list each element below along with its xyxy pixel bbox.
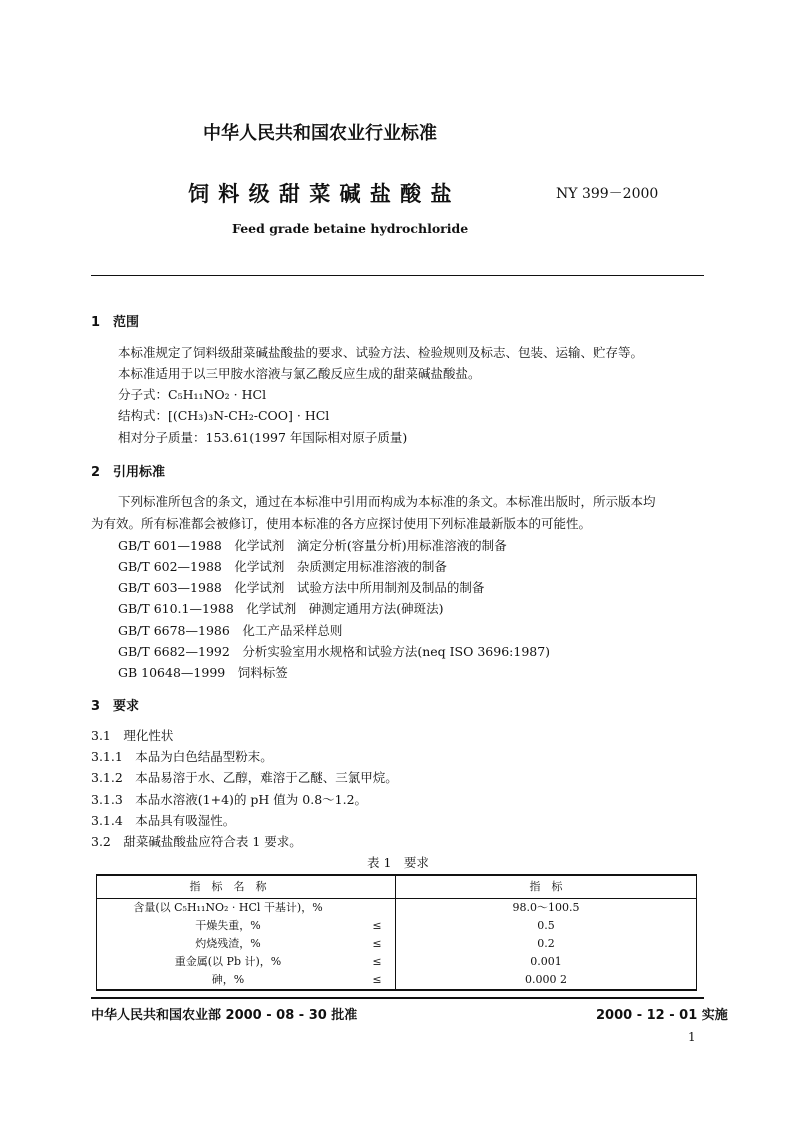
table-cell-operator: ≤ (372, 919, 382, 932)
table-header-spacer (359, 875, 396, 899)
table-cell-name: 干燥失重，% (195, 919, 261, 932)
section-1-line: 本标准规定了饲料级甜菜碱盐酸盐的要求、试验方法、检验规则及标志、包装、运输、贮存等。 (118, 345, 644, 360)
approval-date: 中华人民共和国农业部 2000 - 08 - 30 批准 (91, 1008, 358, 1023)
table-cell-value: 0.001 (396, 953, 697, 971)
reference-item: GB/T 601—1988 化学试剂 滴定分析(容量分析)用标准溶液的制备 (118, 538, 507, 553)
reference-item: GB/T 603—1988 化学试剂 试验方法中所用制剂及制品的制备 (118, 580, 485, 595)
agency-standard-heading: 中华人民共和国农业行业标准 (203, 123, 437, 144)
section-3-heading: 3 要求 (91, 699, 140, 714)
section-2-heading: 2 引用标准 (91, 465, 166, 480)
requirements-table (96, 874, 697, 991)
header-rule (91, 275, 704, 276)
effective-date: 2000 - 12 - 01 实施 (596, 1008, 728, 1023)
table-cell-operator (359, 899, 396, 918)
table-cell-operator: ≤ (372, 955, 382, 968)
section-2-paragraph: 为有效。所有标准都会被修订，使用本标准的各方应探讨使用下列标准最新版本的可能性。 (91, 516, 592, 531)
reference-item: GB/T 6678—1986 化工产品采样总则 (118, 623, 343, 638)
section-2-paragraph: 下列标准所包含的条文，通过在本标准中引用而构成为本标准的条文。本标准出版时，所示版本均 (118, 494, 656, 509)
table-cell-name: 砷，% (211, 973, 245, 986)
molecular-formula: 分子式：C₅H₁₁NO₂ · HCl (118, 387, 267, 402)
molecular-weight: 相对分子质量：153.61(1997 年国际相对原子质量) (118, 430, 408, 445)
table-cell-operator: ≤ (372, 937, 382, 950)
page-number: 1 (688, 1030, 696, 1044)
table-header-row (97, 875, 697, 899)
requirement-item: 3.1.2 本品易溶于水、乙醇，难溶于乙醚、三氯甲烷。 (91, 770, 398, 785)
table-row (97, 899, 697, 918)
table-cell-name: 重金属(以 Pb 计)，% (174, 955, 282, 968)
reference-item: GB/T 602—1988 化学试剂 杂质测定用标准溶液的制备 (118, 559, 447, 574)
table-cell-value: 0.000 2 (396, 971, 697, 990)
requirement-item: 3.1.4 本品具有吸湿性。 (91, 813, 236, 828)
footer-rule (91, 997, 704, 999)
reference-item: GB/T 6682—1992 分析实验室用水规格和试验方法(neq ISO 3696:1987) (118, 644, 551, 659)
table-cell-operator: ≤ (372, 973, 382, 986)
table-cell-value: 0.5 (396, 917, 697, 935)
table-cell-name: 含量(以 C₅H₁₁NO₂ · HCl 干基计)，% (133, 901, 323, 914)
table-header-value: 指 标 (396, 875, 697, 899)
table-caption: 表 1 要求 (367, 855, 429, 870)
table-row (97, 917, 697, 935)
standard-number: NY 399－2000 (556, 186, 659, 202)
section-1-line: 本标准适用于以三甲胺水溶液与氯乙酸反应生成的甜菜碱盐酸盐。 (118, 366, 481, 381)
table-header-name: 指 标 名 称 (97, 875, 360, 899)
structural-formula: 结构式：[(CH₃)₃N-CH₂-COO] · HCl (118, 408, 330, 423)
requirement-item: 3.1.3 本品水溶液(1+4)的 pH 值为 0.8～1.2。 (91, 792, 368, 807)
table-cell-value: 0.2 (396, 935, 697, 953)
table-row (97, 971, 697, 990)
reference-item: GB 10648—1999 饲料标签 (118, 665, 288, 680)
document-title: 饲 料 级 甜 菜 碱 盐 酸 盐 (188, 182, 453, 206)
reference-item: GB/T 610.1—1988 化学试剂 砷测定通用方法(砷斑法) (118, 601, 444, 616)
table-cell-name: 灼烧残渣，% (195, 937, 261, 950)
requirement-item: 3.2 甜菜碱盐酸盐应符合表 1 要求。 (91, 834, 302, 849)
table-row (97, 935, 697, 953)
requirement-item: 3.1 理化性状 (91, 728, 174, 743)
section-1-heading: 1 范围 (91, 315, 140, 330)
requirement-item: 3.1.1 本品为白色结晶型粉末。 (91, 749, 273, 764)
english-title: Feed grade betaine hydrochloride (232, 221, 469, 236)
table-row (97, 953, 697, 971)
table-cell-value: 98.0～100.5 (396, 899, 697, 918)
